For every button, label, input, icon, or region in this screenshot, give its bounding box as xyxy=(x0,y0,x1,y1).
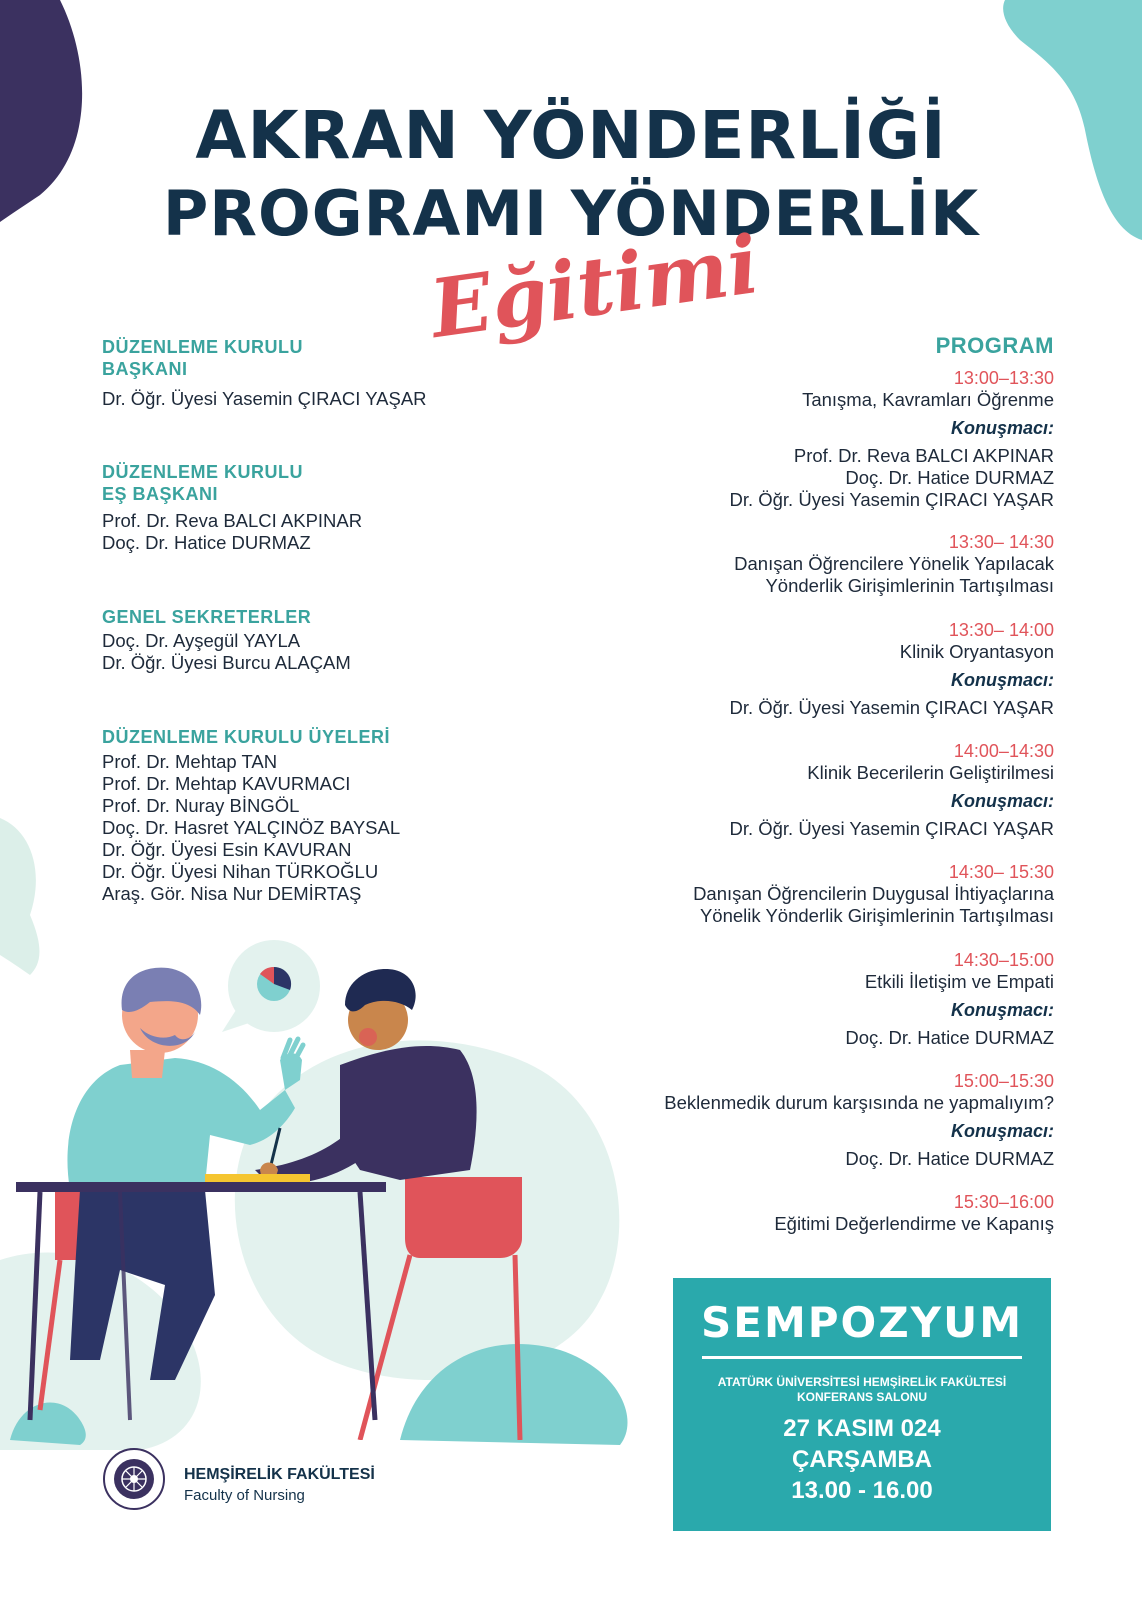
program-item-5 xyxy=(693,861,1054,927)
program-time: 14:30– 15:30 xyxy=(948,862,1054,882)
speaker-label: Konuşmacı: xyxy=(950,670,1054,690)
person: Dr. Öğr. Üyesi Yasemin ÇIRACI YAŞAR xyxy=(102,388,427,409)
person: Doç. Dr. Hatice DURMAZ xyxy=(102,532,311,553)
speaker: Prof. Dr. Reva BALCI AKPINAR xyxy=(793,445,1054,466)
title-line-1: AKRAN YÖNDERLİĞİ xyxy=(195,97,947,174)
program-title: Klinik Becerilerin Geliştirilmesi xyxy=(807,762,1054,783)
program-title: Klinik Oryantasyon xyxy=(899,641,1054,662)
program-item-3 xyxy=(729,619,1054,719)
person: Prof. Dr. Mehtap TAN xyxy=(102,751,278,772)
mentoring-illustration xyxy=(0,940,600,1440)
program-item-4 xyxy=(729,740,1054,840)
program-time: 13:30– 14:30 xyxy=(948,532,1054,552)
speaker: Dr. Öğr. Üyesi Yasemin ÇIRACI YAŞAR xyxy=(729,697,1054,718)
program-title: Tanışma, Kavramları Öğrenme xyxy=(802,389,1054,410)
chair-right-icon xyxy=(360,1177,522,1440)
person: Dr. Öğr. Üyesi Esin KAVURAN xyxy=(102,839,352,860)
title-line-2: PROGRAMI YÖNDERLİK xyxy=(162,177,980,250)
members-people xyxy=(102,751,400,905)
program-title: Yönderlik Girişimlerinin Tartışılması xyxy=(765,575,1054,596)
program-title: Danışan Öğrencilerin Duygusal İhtiyaçlarına xyxy=(693,883,1054,904)
person: Prof. Dr. Mehtap KAVURMACI xyxy=(102,773,351,794)
person: Prof. Dr. Reva BALCI AKPINAR xyxy=(102,510,363,531)
faculty-english: Faculty of Nursing xyxy=(184,1487,305,1504)
faculty-name: HEMŞİRELİK FAKÜLTESİ xyxy=(184,1466,375,1483)
cochair-people xyxy=(102,510,362,554)
symposium-day: ÇARŞAMBA xyxy=(792,1446,932,1473)
section-heading-cochair: DÜZENLEME KURULU EŞ BAŞKANI xyxy=(102,462,303,504)
program-time: 13:30– 14:00 xyxy=(948,620,1054,640)
person: Dr. Öğr. Üyesi Burcu ALAÇAM xyxy=(102,652,351,673)
symposium-venue-2: KONFERANS SALONU xyxy=(796,1390,927,1404)
symposium-title: SEMPOZYUM xyxy=(701,1298,1023,1347)
section-heading-chair: DÜZENLEME KURULU BAŞKANI xyxy=(102,337,303,379)
secretaries-people xyxy=(102,630,351,674)
speaker: Dr. Öğr. Üyesi Yasemin ÇIRACI YAŞAR xyxy=(729,489,1054,510)
symposium-date: 27 KASIM 024 xyxy=(783,1415,941,1442)
speaker-label: Konuşmacı: xyxy=(950,791,1054,811)
program-time: 15:00–15:30 xyxy=(953,1071,1054,1091)
program-item-2 xyxy=(734,531,1054,597)
program-time: 14:30–15:00 xyxy=(953,950,1054,970)
person: Dr. Öğr. Üyesi Nihan TÜRKOĞLU xyxy=(102,861,379,882)
program-title: Beklenmedik durum karşısında ne yapmalıyım? xyxy=(664,1092,1054,1113)
speaker: Doç. Dr. Hatice DURMAZ xyxy=(845,1027,1054,1048)
speaker: Doç. Dr. Hatice DURMAZ xyxy=(845,467,1054,488)
speaker-label: Konuşmacı: xyxy=(950,418,1054,438)
program-time: 13:00–13:30 xyxy=(953,368,1054,388)
symposium-venue-1: ATATÜRK ÜNİVERSİTESİ HEMŞİRELİK FAKÜLTESİ xyxy=(717,1375,1007,1389)
person: Prof. Dr. Nuray BİNGÖL xyxy=(102,795,300,816)
program-heading: PROGRAM xyxy=(935,333,1054,358)
program-item-7 xyxy=(664,1070,1054,1170)
program-time: 14:00–14:30 xyxy=(953,741,1054,761)
section-heading-secretaries: GENEL SEKRETERLER xyxy=(102,607,312,627)
person: Doç. Dr. Ayşegül YAYLA xyxy=(102,630,301,651)
symposium-box xyxy=(673,1278,1051,1531)
speaker-label: Konuşmacı: xyxy=(950,1000,1054,1020)
speaker-label: Konuşmacı: xyxy=(950,1121,1054,1141)
speaker: Dr. Öğr. Üyesi Yasemin ÇIRACI YAŞAR xyxy=(729,818,1054,839)
chair-people xyxy=(102,388,427,410)
program-time: 15:30–16:00 xyxy=(953,1192,1054,1212)
program-title: Eğitimi Değerlendirme ve Kapanış xyxy=(774,1213,1054,1234)
speech-bubble-icon xyxy=(222,940,320,1032)
speaker: Doç. Dr. Hatice DURMAZ xyxy=(845,1148,1054,1169)
symposium-divider xyxy=(702,1356,1022,1359)
symposium-time: 13.00 - 16.00 xyxy=(791,1477,933,1504)
program-item-1 xyxy=(729,367,1054,511)
title-script: Eğitimi xyxy=(424,217,765,357)
program-title: Etkili İletişim ve Empati xyxy=(864,971,1054,992)
person: Doç. Dr. Hasret YALÇINÖZ BAYSAL xyxy=(102,817,401,838)
faculty-seal-icon xyxy=(102,1447,166,1511)
program-title: Yönelik Yönderlik Girişimlerinin Tartışılması xyxy=(699,905,1054,926)
section-heading-members: DÜZENLEME KURULU ÜYELERİ xyxy=(102,727,391,747)
program-item-6 xyxy=(845,949,1054,1049)
program-title: Danışan Öğrencilere Yönelik Yapılacak xyxy=(734,553,1054,574)
program-item-8 xyxy=(774,1191,1054,1235)
person: Araş. Gör. Nisa Nur DEMİRTAŞ xyxy=(102,883,362,904)
